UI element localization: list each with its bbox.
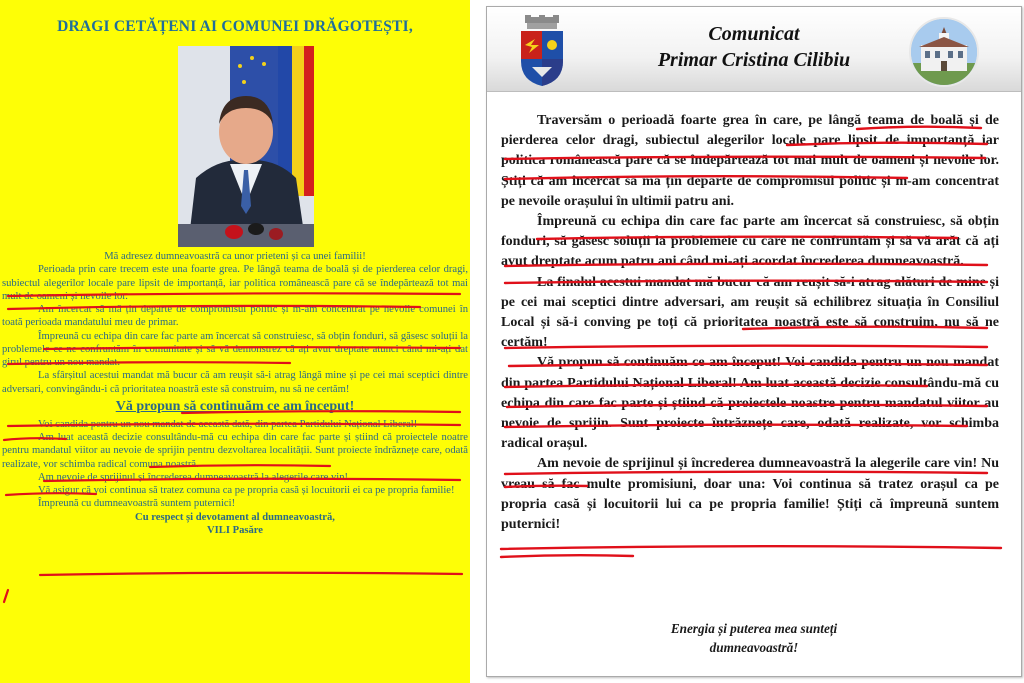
right-closing-line2: dumneavoastră! <box>709 640 799 655</box>
left-paragraph: Voi candida pentru un nou mandat de această dată, din partea Partidului Național Liberal! <box>38 418 418 430</box>
right-paragraph: Traversăm o perioadă foarte grea în care, pe lângă teama de boală și de pierderea celor dragi, subiectul alegerilor locale pare lipsit de importanță iar politica românească pare că se îndepărtează tot mai mult de oameni și nevoile lor. Știți că am încercat să mă țin departe de compromisul politic și m-am concentrat pe nevoile orașului în ultimii patru ani. <box>501 113 999 209</box>
left-paragraph: La sfârșitul acestui mandat mă bucur că am reușit să-i atrag lângă mine și pe cei mai sceptici dintre adversari, convingându-i că prioritatea noastră este să construim, nu să ne certăm! <box>2 370 468 395</box>
left-signoff: Cu respect și devotament al dumneavoastră, <box>135 511 335 523</box>
left-paragraph: Am încercat să mă țin departe de compromisul politic și m-am concentrat pe nevoile comunei în toată perioada mandatului meu de primar. <box>2 304 468 329</box>
left-signature: VILI Pasăre <box>206 524 263 536</box>
town-hall-photo <box>909 17 979 87</box>
right-paragraph: Am nevoie de sprijinul și încrederea dumneavoastră la alegerile care vin! Nu vreau să fac multe promisiuni, doar una: Voi continua să tratez orașul ca pe propria casă și locuitorii lui ca pe propria familie! Știți că împreună suntem puternici! <box>501 456 999 533</box>
left-flyer-body <box>2 250 468 537</box>
right-paragraph: Împreună cu echipa din care fac parte am încercat să construiesc, să obțin fonduri, să găsesc soluții la problemele cu care ne confruntăm și să vă arăt că ați avut dreptate acum patru ani când mi-ați acordat încrederea dumneavoastră. <box>501 214 999 270</box>
left-paragraph: Perioada prin care trecem este una foarte grea. Pe lângă teama de boală și de pierderea celor dragi, subiectul alegerilor locale pare lipsit de importanță, iar politica românească pare că se îndepărtează tot mai mult de oameni și nevoile lor. <box>2 264 468 302</box>
left-paragraph: Împreună cu echipa din care fac parte am încercat să construiesc, să obțin fonduri, să găsesc soluții la problemele ce ne confruntăm în comunitate și să vă demonstrez că ați avut dreptate atunci când mi-ați dat girul pentru un nou mandat. <box>2 330 468 368</box>
mayor-photo <box>178 46 314 247</box>
left-paragraph: Mă adresez dumneavoastră ca unor prieteni și ca unei familii! <box>104 251 366 262</box>
left-headline: Vă propun să continuăm ce am început! <box>115 398 355 414</box>
right-flyer-header <box>487 7 1021 92</box>
right-title-line2: Primar Cristina Cilibiu <box>657 49 851 71</box>
right-flyer-closing <box>487 619 1021 657</box>
left-paragraph: Am nevoie de sprijinul și încrederea dumneavoastră la alegerile care vin! <box>38 471 349 483</box>
right-paragraph: La finalul acestui mandat mă bucur că am reușit să-i atrag alături de mine și pe cei mai sceptici dintre adversari, am reușit să echilibrez situația în Consiliul Local și să-i conving pe toți că prioritatea noastră este să construim, nu să ne certăm! <box>501 274 999 351</box>
right-flyer <box>486 6 1022 677</box>
left-paragraph: Vă asigur că voi continua să tratez comuna ca pe propria casă și locuitorii ei ca pe propria familie! <box>38 485 455 496</box>
left-flyer <box>0 0 470 683</box>
left-flyer-title: DRAGI CETĂȚENI AI COMUNEI DRĂGOTEȘTI, <box>57 18 413 35</box>
right-title-line1: Comunicat <box>708 23 800 45</box>
left-paragraph: Am luat această decizie consultându-mă cu echipa din care fac parte și știind că proiectele noatre pentru mandatul viitor au nevoie de sprijin pentru dezvoltarea localității. Sunt proiecte îndrăznețe care, odată realizate, vor schimba radical comuna noastră. <box>2 432 468 470</box>
right-paragraph: Vă propun să continuăm ce am început! Voi candida pentru un nou mandat din partea Partidului Național Liberal! Am luat această decizie consultându-mă cu echipa din care fac parte și știind că proiectele noastre pentru mandatul viitor au nevoie de sprijin. Sunt proiecte întrăznețe care, odată realizate, vor schimba radical orașul. <box>501 355 999 452</box>
left-paragraph: Împreună cu dumneavoastră suntem puternici! <box>38 498 236 510</box>
right-flyer-body <box>501 111 999 535</box>
right-closing-line1: Energia și puterea mea sunteți <box>670 621 838 636</box>
